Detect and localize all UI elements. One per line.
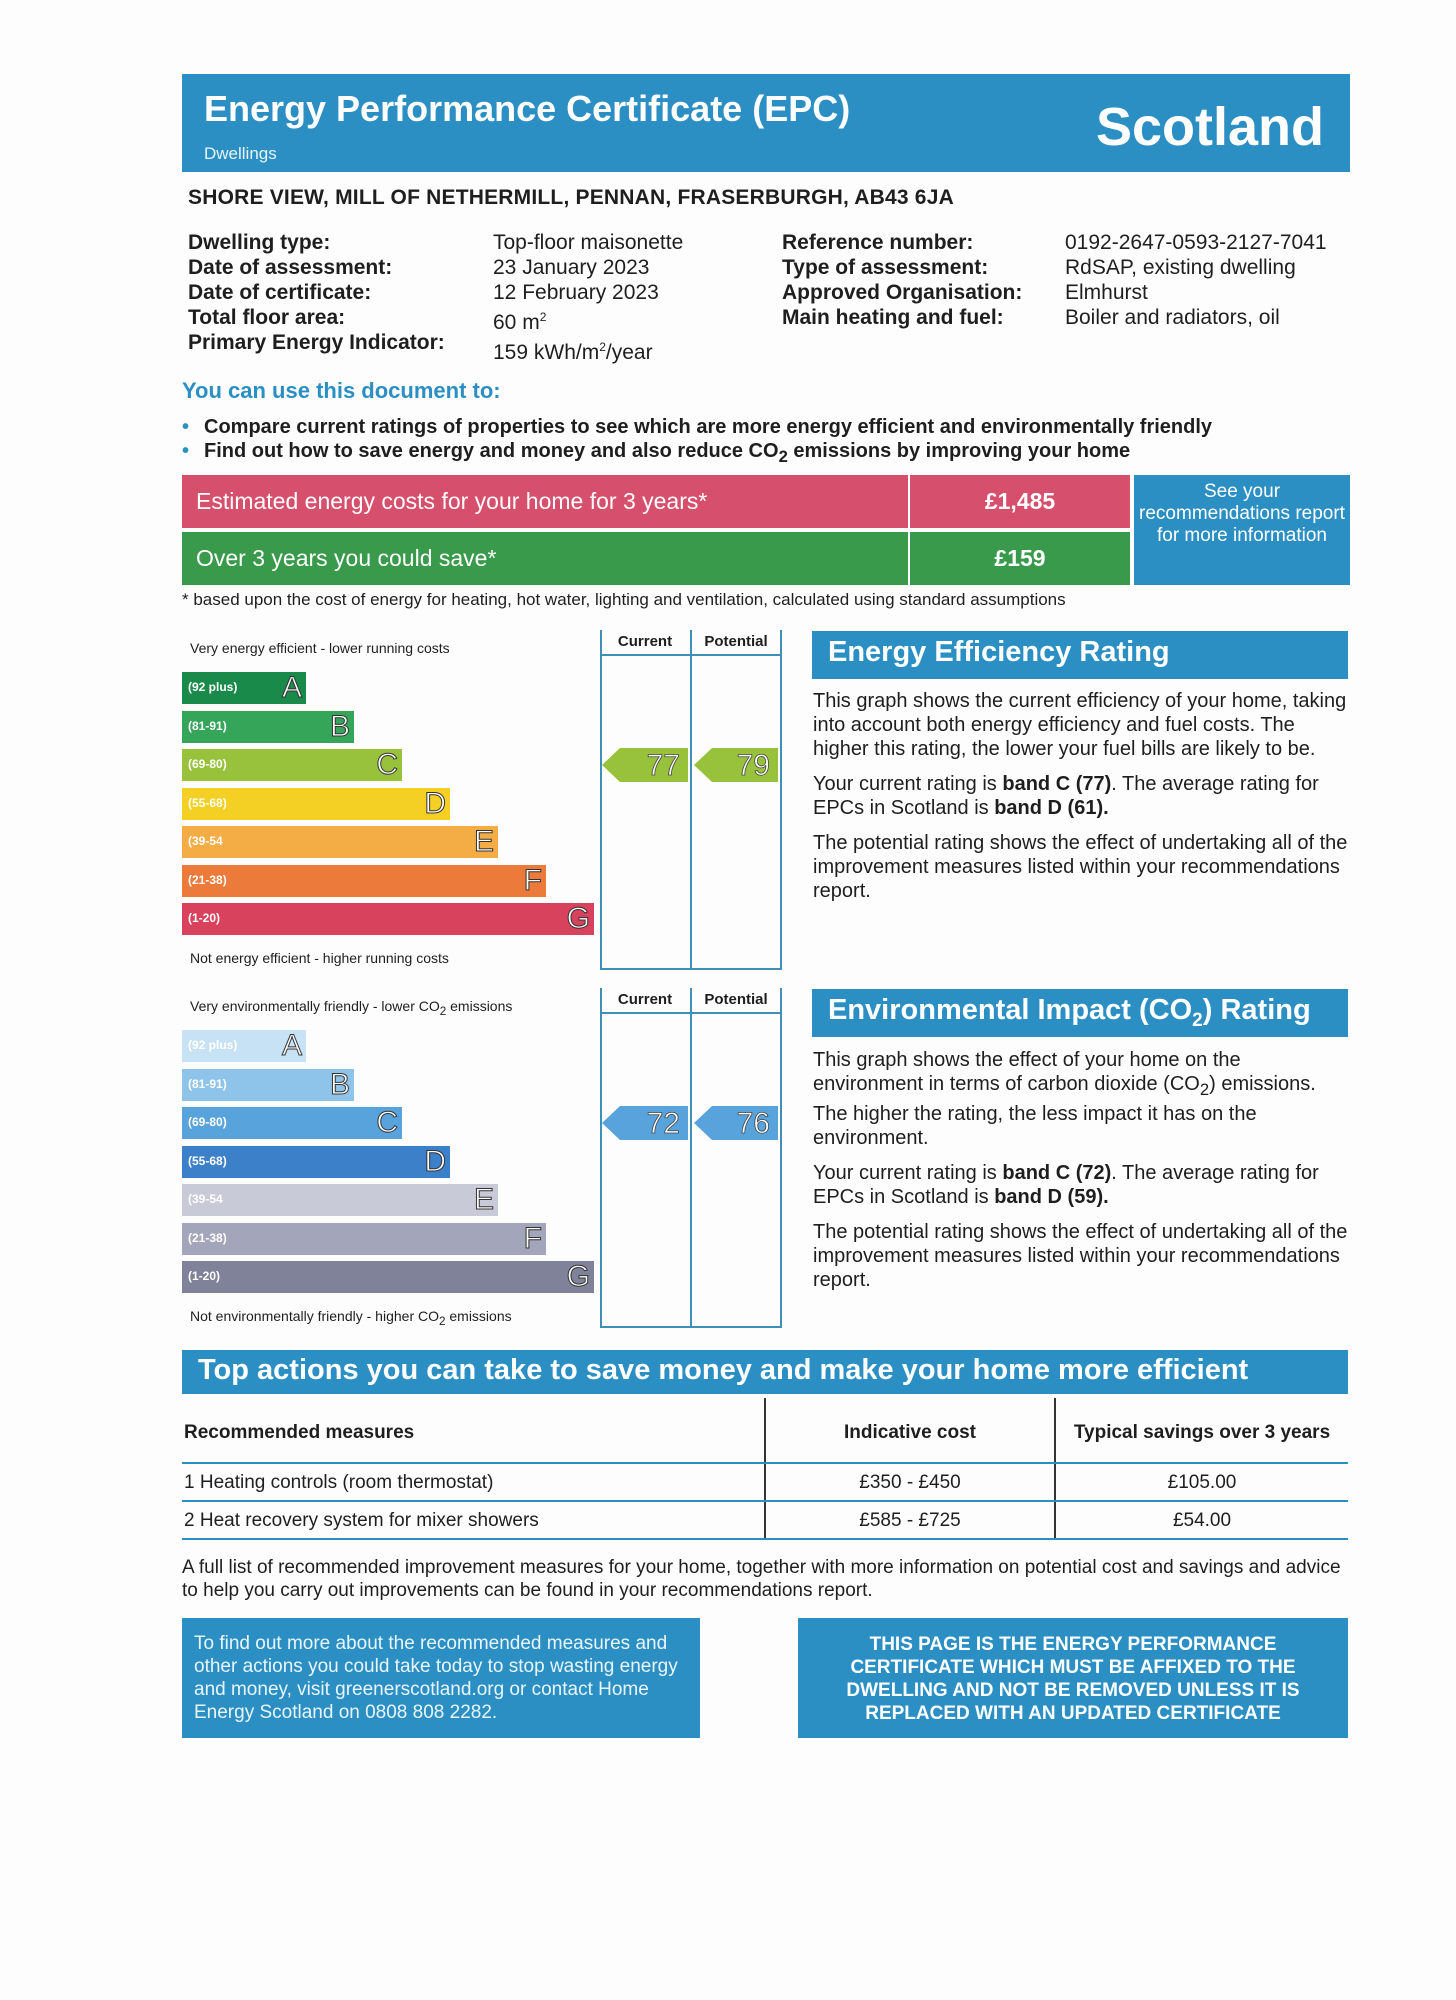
current-rating-arrow xyxy=(602,748,688,782)
estimated-costs-value: £1,485 xyxy=(984,488,1056,514)
band-letter: B xyxy=(329,709,350,743)
savings-cell: £105.00 xyxy=(1054,1464,1348,1500)
environmental-rating-text xyxy=(813,1048,1353,1303)
band-letter: C xyxy=(376,1106,398,1139)
savings-label: Over 3 years you could save* xyxy=(182,532,910,585)
measure-cell: 1 Heating controls (room thermostat) xyxy=(184,1472,494,1493)
rating-band-g xyxy=(182,1261,594,1293)
potential-rating-arrow xyxy=(694,1106,778,1140)
chart-top-caption: Very environmentally friendly - lower $CO_2$ emissions xyxy=(190,998,513,1018)
table-row xyxy=(182,1502,1348,1540)
detail-label: Type of assessment: xyxy=(782,256,989,279)
paragraph: The potential rating shows the effect of undertaking all of the improvement measures listed within your recommendations report. xyxy=(813,1221,1348,1291)
current-rating-value: 77 xyxy=(646,749,680,782)
detail-value: Elmhurst xyxy=(1065,281,1148,304)
detail-value: Top-floor maisonette xyxy=(493,231,684,254)
details-right-values xyxy=(1065,230,1327,330)
band-letter: D xyxy=(424,786,446,820)
column-header: Recommended measures xyxy=(184,1422,415,1443)
detail-value: 23 January 2023 xyxy=(493,256,650,279)
band-range-label: (39-54 xyxy=(188,1192,223,1206)
band-range-label: (1-20) xyxy=(188,1269,221,1283)
primary-energy-number: 159 kWh/m xyxy=(493,341,600,364)
band-letter: D xyxy=(424,1144,446,1178)
band-range-label: (55-68) xyxy=(188,795,227,810)
use-document-list xyxy=(182,415,1212,469)
band-range-label: (21-38) xyxy=(188,1230,227,1245)
band-range-label: (92 plus) xyxy=(188,1038,238,1052)
column-header: Indicative cost xyxy=(764,1398,1054,1462)
bullet-icon: • xyxy=(182,416,190,438)
detail-label: Reference number: xyxy=(782,231,974,254)
chart-bottom-caption: Not environmentally friendly - higher $CO_2$ emissions xyxy=(190,1308,512,1328)
certificate-header xyxy=(182,74,1350,172)
band-letter: E xyxy=(473,825,494,858)
details-left-labels xyxy=(188,230,445,355)
paragraph: This graph shows the current efficiency of your home, taking into account both energy efficiency and fuel costs. The higher this rating, the lower your fuel bills are likely to be. xyxy=(813,690,1347,760)
full-list-note: A full list of recommended improvement measures for your home, together with more information on potential cost and savings and advice to help you carry out improvements can be found in your recommendations report. xyxy=(182,1557,1341,1601)
floor-area-number: 60 m xyxy=(493,311,540,334)
details-right-labels xyxy=(782,230,1022,330)
band-range-label: (21-38) xyxy=(188,872,227,887)
detail-value: Boiler and radiators, oil xyxy=(1065,306,1280,329)
environmental-rating-title: Environmental Impact $(CO_2)$ Rating xyxy=(812,989,1348,1037)
rating-band-b xyxy=(182,1069,354,1101)
band-range-label: (92 plus) xyxy=(188,680,238,694)
list-item xyxy=(182,415,1212,439)
energy-efficiency-chart xyxy=(182,630,782,970)
rating-band-c xyxy=(182,749,402,781)
current-header: Current xyxy=(600,630,690,656)
rating-band-e xyxy=(182,826,498,858)
potential-header: Potential xyxy=(692,630,780,656)
list-item-text: Compare current ratings of properties to see which are more energy efficient and environmentally friendly xyxy=(204,416,1213,438)
savings-row xyxy=(182,532,1130,585)
band-letter: G xyxy=(566,902,590,935)
band-range-label: (1-20) xyxy=(188,911,221,925)
detail-label: Total floor area: xyxy=(188,306,346,329)
band-range-label: (55-68) xyxy=(188,1153,227,1168)
rating-band-a xyxy=(182,672,306,704)
see-recommendations-box: See your recommendations report for more information xyxy=(1134,475,1350,585)
savings-value: £159 xyxy=(994,545,1046,571)
table-row xyxy=(182,1464,1348,1502)
chart-top-caption: Very energy efficient - lower running costs xyxy=(190,640,450,656)
per-year-unit: /year xyxy=(605,341,653,364)
list-item xyxy=(182,439,1212,469)
list-item-text: emissions by improving your home xyxy=(787,440,1131,462)
savings-cell: £54.00 xyxy=(1054,1502,1348,1538)
column-header: Typical savings over 3 years xyxy=(1054,1398,1348,1462)
rating-band-b xyxy=(182,711,354,743)
potential-column xyxy=(690,988,782,1328)
band-range-label: (69-80) xyxy=(188,757,227,771)
energy-rating-text xyxy=(813,689,1353,914)
potential-rating-value: 76 xyxy=(736,1107,770,1140)
floor-area-value xyxy=(493,305,683,335)
squared-sup: 2 xyxy=(539,310,547,324)
use-document-title: You can use this document to: xyxy=(182,378,501,403)
energy-rating-title: Energy Efficiency Rating xyxy=(812,631,1348,679)
rating-band-g xyxy=(182,903,594,935)
squared-sup: 2 xyxy=(599,340,606,354)
details-left-values xyxy=(493,230,683,365)
rating-band-e xyxy=(182,1184,498,1216)
reference-number: 0192-2647-0593-2127-7041 xyxy=(1065,231,1327,254)
paragraph: This graph shows the effect of your home on the environment in terms of carbon dioxide $(CO_2)$ emissions. The higher the rating, the less impact it has on the environment. xyxy=(813,1049,1316,1149)
rating-band-c xyxy=(182,1107,402,1139)
band-letter: F xyxy=(523,863,542,897)
property-address: SHORE VIEW, MILL OF NETHERMILL, PENNAN, FRASERBURGH, AB43 6JA xyxy=(188,186,954,209)
detail-label: Dwelling type: xyxy=(188,231,331,254)
band-letter: A xyxy=(281,1029,302,1062)
find-out-more-box: To find out more about the recommended measures and other actions you could take today to stop wasting energy and money, visit greenerscotland.org or contact Home Energy Scotland on 0808 808 2282. xyxy=(182,1618,700,1738)
detail-label: Primary Energy Indicator: xyxy=(188,331,445,354)
current-rating-arrow xyxy=(602,1106,688,1140)
detail-label: Main heating and fuel: xyxy=(782,306,1004,329)
band-letter: F xyxy=(523,1221,542,1255)
band-letter: G xyxy=(566,1260,590,1293)
certificate-title: Energy Performance Certificate (EPC) xyxy=(204,88,851,129)
potential-rating-arrow xyxy=(694,748,778,782)
band-letter: A xyxy=(281,671,302,704)
bullet-icon: • xyxy=(182,440,190,462)
subscript: 2 xyxy=(778,447,788,466)
top-actions-title: Top actions you can take to save money and make your home more efficient xyxy=(182,1350,1348,1394)
cost-cell: £350 - £450 xyxy=(764,1464,1054,1500)
paragraph: Your current rating is band C (72). The average rating for EPCs in Scotland is band D (59). xyxy=(813,1162,1319,1208)
current-rating-value: 72 xyxy=(646,1107,680,1140)
detail-value: RdSAP, existing dwelling xyxy=(1065,256,1296,279)
environmental-impact-chart xyxy=(182,988,782,1328)
recommended-measures-table xyxy=(182,1398,1348,1540)
band-letter: B xyxy=(329,1067,350,1101)
band-range-label: (69-80) xyxy=(188,1115,227,1129)
potential-column xyxy=(690,630,782,970)
current-header: Current xyxy=(600,988,690,1014)
current-column xyxy=(600,988,692,1328)
certificate-subtitle: Dwellings xyxy=(204,144,277,163)
rating-band-d xyxy=(182,788,450,820)
potential-rating-value: 79 xyxy=(736,749,770,782)
detail-label: Approved Organisation: xyxy=(782,281,1023,304)
detail-label: Date of certificate: xyxy=(188,281,372,304)
primary-energy-value xyxy=(493,335,683,365)
band-letter: E xyxy=(473,1183,494,1216)
estimated-costs-row xyxy=(182,475,1130,528)
cost-footnote: * based upon the cost of energy for heating, hot water, lighting and ventilation, calculated using standard assumptions xyxy=(182,590,1066,609)
rating-band-a xyxy=(182,1030,306,1062)
table-header-row xyxy=(182,1398,1348,1464)
band-range-label: (81-91) xyxy=(188,718,227,733)
potential-header: Potential xyxy=(692,988,780,1014)
estimated-costs-label: Estimated energy costs for your home for 3 years* xyxy=(182,475,910,528)
paragraph: The potential rating shows the effect of undertaking all of the improvement measures listed within your recommendations report. xyxy=(813,832,1348,902)
detail-value: 12 February 2023 xyxy=(493,281,659,304)
list-item-text: Find out how to save energy and money and also reduce CO xyxy=(204,440,779,462)
band-range-label: (81-91) xyxy=(188,1076,227,1091)
band-letter: C xyxy=(376,748,398,781)
band-range-label: (39-54 xyxy=(188,834,223,848)
detail-label: Date of assessment: xyxy=(188,256,393,279)
cost-cell: £585 - £725 xyxy=(764,1502,1054,1538)
rating-band-f xyxy=(182,1223,546,1255)
current-column xyxy=(600,630,692,970)
measure-cell: 2 Heat recovery system for mixer showers xyxy=(184,1510,539,1531)
paragraph: Your current rating is band C (77). The average rating for EPCs in Scotland is band D (61). xyxy=(813,773,1319,819)
rating-band-d xyxy=(182,1146,450,1178)
affix-notice-box: THIS PAGE IS THE ENERGY PERFORMANCE CERTIFICATE WHICH MUST BE AFFIXED TO THE DWELLING AND NOT BE REMOVED UNLESS IT IS REPLACED WITH AN UPDATED CERTIFICATE xyxy=(798,1618,1348,1738)
rating-band-f xyxy=(182,865,546,897)
country-label: Scotland xyxy=(1095,97,1324,157)
chart-bottom-caption: Not energy efficient - higher running costs xyxy=(190,950,449,966)
